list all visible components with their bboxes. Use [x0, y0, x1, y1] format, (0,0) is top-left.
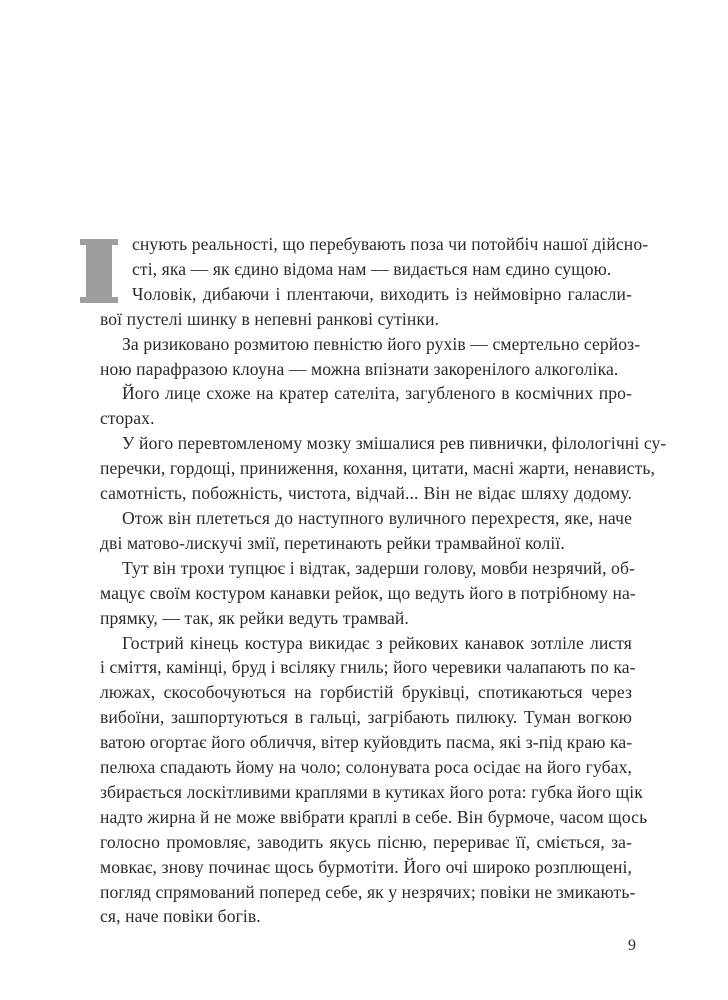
text-line: Отож він плететься до наступного вуличного перехрестя, яке, наче [122, 507, 632, 528]
text-line: У його перевтомленому мозку змішалися рев пивнички, філологічні су- [122, 433, 667, 454]
text-line: і сміття, камінці, бруд і всіляку гниль; його черевики чалапають по ка- [100, 657, 636, 678]
paragraph-2 [100, 282, 632, 332]
paragraph-5 [100, 431, 667, 506]
paragraph-1 [100, 232, 649, 282]
text-line: погляд спрямований поперед себе, як у незрячих; повіки не змикають- [100, 881, 636, 902]
text-line: ватою огортає його обличчя, вітер куйовдить пасма, які з-під краю ка- [100, 732, 633, 753]
text-line: мацує своїм костуром канавки рейок, що ведуть його в потрібному на- [100, 582, 636, 603]
text-line: люжах, скособочуються на горбистій бруківці, спотикаються через [100, 682, 632, 703]
text-line: голосно промовляє, заводить якусь пісню, перериває її, сміється, за- [100, 831, 632, 852]
body-text [100, 232, 667, 929]
text-line: снують реальності, що перебувають поза чи потойбіч нашої дійсно- [132, 234, 649, 254]
text-line: перечки, гордощі, приниження, кохання, цитати, масні жарти, ненависть, [100, 458, 655, 479]
text-line: ною парафразою клоуна — можна впізнати закоренілого алкоголіка. [100, 358, 619, 379]
text-line: надто жирна й не може ввібрати краплі в себе. Він бурмоче, часом щось [100, 806, 648, 827]
text-line: прямку, — так, як рейки ведуть трамвай. [100, 607, 409, 628]
text-line: Гострий кінець костура викидає з рейкових канавок зотліле листя [122, 632, 632, 653]
page-number: 9 [628, 937, 636, 954]
text-line: збирається лоскітливими краплями в кутиках його рота: губка його щік [100, 781, 643, 802]
paragraph-4 [100, 381, 632, 431]
text-line: Його лице схоже на кратер сателіта, загубленого в космічних про- [122, 383, 632, 404]
text-line: За ризиковано розмитою певністю його рухів — смертельно серйоз- [122, 333, 641, 354]
text-line: вої пустелі шинку в непевні ранкові сутінки. [100, 308, 440, 329]
paragraph-6 [100, 506, 632, 556]
text-line: самотність, побожність, чистота, відчай... Він не відає шляху додому. [100, 483, 632, 504]
paragraph-8 [100, 631, 648, 930]
paragraph-3 [100, 332, 641, 382]
text-line: сторах. [100, 408, 155, 429]
text-line: сті, яка — як єдино відома нам — видається нам єдино сущою. [132, 258, 612, 279]
paragraph-7 [100, 556, 636, 631]
text-line: вибоїни, зашпортуються в гальці, загрібають пилюку. Туман вогкою [100, 707, 632, 728]
text-line: Тут він трохи тупцює і відтак, задерши голову, мовби незрячий, об- [122, 557, 635, 578]
text-line: ся, наче повіки богів. [100, 906, 261, 927]
text-line: пелюха спадають йому на чоло; солонувата роса осідає на його губах, [100, 757, 632, 778]
text-line: дві матово-лискучі змії, перетинають рейки трамвайної колії. [100, 532, 565, 553]
text-line: мовкає, знову починає щось бурмотіти. Його очі широко розплющені, [100, 856, 632, 877]
text-line: Чоловік, дибаючи і плентаючи, виходить із неймовірно галасли- [132, 283, 632, 304]
